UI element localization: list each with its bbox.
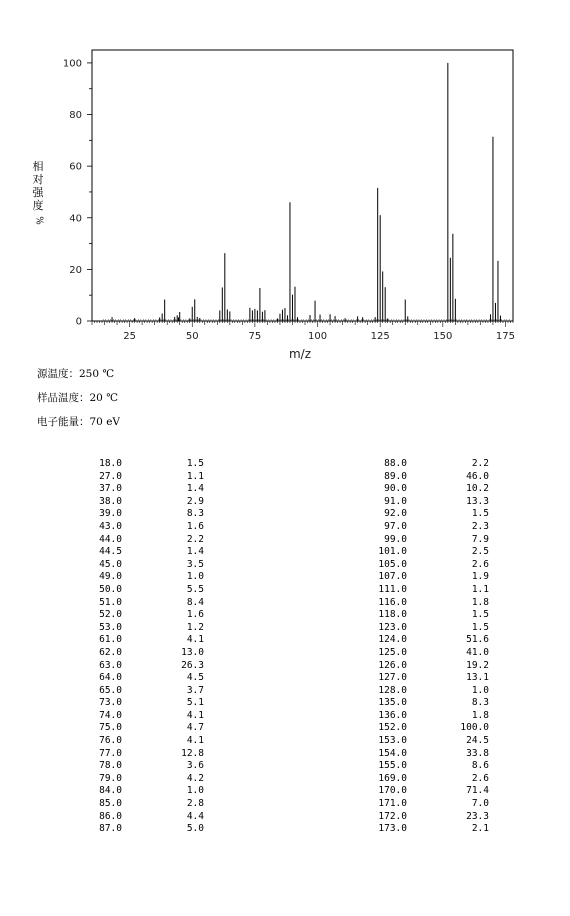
condition-line: 源温度：250 ℃ [37,368,115,380]
table-row [355,811,489,824]
intensity-value: 1.4 [186,483,204,495]
mz-value: 64.0 [99,672,122,684]
intensity-value: 2.6 [471,772,489,784]
mz-value: 79.0 [99,772,122,784]
table-row [70,496,204,509]
intensity-value: 4.1 [186,735,204,747]
table-row [70,584,204,597]
intensity-value: 2.2 [186,533,204,545]
mz-value: 101.0 [378,546,407,558]
table-row [70,546,204,559]
table-row [70,798,204,811]
mz-value: 91.0 [384,495,407,507]
table-row [70,811,204,824]
mz-value: 37.0 [99,483,122,495]
table-row [355,597,489,610]
mz-value: 111.0 [378,583,407,595]
mz-value: 85.0 [99,798,122,810]
table-row [70,609,204,622]
condition-line: 样品温度：20 ℃ [37,392,118,404]
intensity-value: 1.5 [471,508,489,520]
mz-value: 87.0 [99,823,122,835]
mz-value: 52.0 [99,609,122,621]
x-tick-label: 150 [433,331,453,342]
table-row [355,496,489,509]
mz-value: 171.0 [378,798,407,810]
table-row [355,760,489,773]
intensity-value: 100.0 [460,722,489,734]
mz-value: 118.0 [378,609,407,621]
mz-value: 84.0 [99,785,122,797]
intensity-value: 1.0 [186,785,204,797]
intensity-value: 2.2 [471,458,489,469]
intensity-value: 3.5 [186,558,204,570]
table-row [70,571,204,584]
mz-value: 43.0 [99,520,122,532]
mz-value: 50.0 [99,583,122,595]
intensity-value: 12.8 [181,747,204,759]
table-row [70,735,204,748]
table-row [70,559,204,572]
y-axis-unit: % [33,216,44,225]
intensity-value: 1.0 [186,571,204,583]
intensity-value: 1.9 [471,571,489,583]
table-row [70,748,204,761]
table-row [355,647,489,660]
table-row [355,823,489,836]
table-row [70,622,204,635]
x-tick-label: 50 [185,331,199,342]
mass-spectrum-chart [0,0,570,361]
intensity-value: 13.1 [466,672,489,684]
chart-axes [63,50,515,342]
mz-value: 125.0 [378,646,407,658]
y-axis-label-text [30,160,46,212]
mz-value: 86.0 [99,810,122,822]
table-row [70,483,204,496]
table-row [70,647,204,660]
x-tick-label: 175 [495,331,516,342]
plot-frame [92,50,513,321]
intensity-value: 41.0 [466,646,489,658]
intensity-value: 1.5 [471,609,489,621]
intensity-value: 1.1 [471,583,489,595]
table-row [70,508,204,521]
mz-value: 169.0 [378,772,407,784]
intensity-value: 4.2 [186,772,204,784]
intensity-value: 8.4 [186,596,204,608]
intensity-value: 1.8 [471,596,489,608]
intensity-value: 51.6 [466,634,489,646]
intensity-value: 2.8 [186,798,204,810]
mz-value: 107.0 [378,571,407,583]
intensity-value: 1.5 [471,621,489,633]
table-row [355,710,489,723]
condition-line: 电子能量：70 eV [37,416,120,428]
mz-value: 135.0 [378,697,407,709]
mz-value: 51.0 [99,596,122,608]
intensity-value: 8.6 [471,760,489,772]
y-axis-label-char: 对 [32,173,44,186]
table-row [355,458,489,471]
intensity-value: 1.6 [186,609,204,621]
intensity-value: 1.0 [471,684,489,696]
mz-value: 170.0 [378,785,407,797]
table-row [355,571,489,584]
table-row [70,458,204,471]
table-row [355,609,489,622]
table-row [70,672,204,685]
table-row [355,521,489,534]
mz-value: 27.0 [99,470,122,482]
mz-value: 63.0 [99,659,122,671]
intensity-value: 2.3 [471,520,489,532]
y-axis-label-char: 相 [32,160,44,173]
table-row [355,546,489,559]
mz-value: 173.0 [378,823,407,835]
table-row [355,508,489,521]
y-tick-label: 40 [69,213,82,225]
mz-value: 62.0 [99,646,122,658]
intensity-value: 46.0 [466,470,489,482]
table-row [355,471,489,484]
intensity-value: 1.2 [186,621,204,633]
mz-value: 73.0 [99,697,122,709]
mz-value: 18.0 [99,458,122,469]
mz-value: 45.0 [99,558,122,570]
table-row [355,685,489,698]
intensity-value: 4.7 [186,722,204,734]
mz-value: 78.0 [99,760,122,772]
intensity-value: 2.1 [471,823,489,835]
intensity-value: 13.3 [466,495,489,507]
table-row [70,773,204,786]
table-row [70,660,204,673]
table-row [70,722,204,735]
intensity-value: 8.3 [471,697,489,709]
peak-table-left [70,458,204,836]
intensity-value: 1.8 [471,709,489,721]
intensity-value: 1.4 [186,546,204,558]
intensity-value: 71.4 [466,785,489,797]
table-row [355,748,489,761]
x-tick-label: 25 [123,331,136,342]
table-row [70,634,204,647]
mz-value: 153.0 [378,735,407,747]
intensity-value: 7.0 [471,798,489,810]
intensity-value: 2.9 [186,495,204,507]
y-tick-label: 0 [75,316,82,328]
intensity-value: 5.1 [186,697,204,709]
intensity-value: 5.0 [186,823,204,835]
intensity-value: 3.7 [186,684,204,696]
table-row [355,785,489,798]
intensity-value: 5.5 [186,583,204,595]
mz-value: 90.0 [384,483,407,495]
table-row [355,660,489,673]
mz-value: 155.0 [378,760,407,772]
table-row [70,823,204,836]
mz-value: 77.0 [99,747,122,759]
intensity-value: 19.2 [466,659,489,671]
mz-value: 152.0 [378,722,407,734]
mz-value: 92.0 [384,508,407,520]
intensity-value: 4.5 [186,672,204,684]
mz-value: 76.0 [99,735,122,747]
intensity-value: 26.3 [181,659,204,671]
table-row [355,559,489,572]
y-axis-label [30,160,46,227]
mz-value: 88.0 [384,458,407,469]
mz-value: 126.0 [378,659,407,671]
mz-value: 65.0 [99,684,122,696]
mz-value: 127.0 [378,672,407,684]
intensity-value: 23.3 [466,810,489,822]
mz-value: 128.0 [378,684,407,696]
mz-value: 136.0 [378,709,407,721]
table-row [355,697,489,710]
mz-value: 38.0 [99,495,122,507]
intensity-value: 7.9 [471,533,489,545]
y-axis-label-char: 强 [32,186,44,199]
table-row [355,722,489,735]
intensity-value: 24.5 [466,735,489,747]
mz-value: 105.0 [378,558,407,570]
mz-value: 74.0 [99,709,122,721]
mz-value: 39.0 [99,508,122,520]
table-row [355,622,489,635]
intensity-value: 1.6 [186,520,204,532]
mz-value: 89.0 [384,470,407,482]
y-tick-label: 80 [69,110,82,122]
mz-value: 75.0 [99,722,122,734]
mz-value: 61.0 [99,634,122,646]
table-row [355,634,489,647]
x-tick-label: 125 [370,331,390,342]
y-tick-label: 20 [69,264,82,276]
table-row [355,672,489,685]
y-tick-label: 100 [62,58,82,70]
intensity-value: 1.1 [186,470,204,482]
y-tick-label: 60 [69,161,82,173]
x-axis-label: m/z [288,347,312,361]
table-row [355,483,489,496]
intensity-value: 13.0 [181,646,204,658]
table-row [70,685,204,698]
intensity-value: 2.5 [471,546,489,558]
table-row [70,785,204,798]
mz-value: 49.0 [99,571,122,583]
intensity-value: 4.1 [186,709,204,721]
mz-value: 172.0 [378,810,407,822]
table-row [355,735,489,748]
y-axis-label-char: 度 [32,199,44,212]
intensity-value: 2.6 [471,558,489,570]
table-row [70,471,204,484]
intensity-value: 33.8 [466,747,489,759]
mz-value: 53.0 [99,621,122,633]
table-row [70,760,204,773]
intensity-value: 10.2 [466,483,489,495]
peak-table-right [355,458,489,836]
mz-value: 116.0 [378,596,407,608]
table-row [70,534,204,547]
table-row [70,521,204,534]
table-row [70,710,204,723]
chart-bars [103,63,509,321]
mz-value: 44.0 [99,533,122,545]
mz-value: 44.5 [99,546,122,558]
intensity-value: 3.6 [186,760,204,772]
table-row [70,697,204,710]
table-row [355,534,489,547]
mz-value: 154.0 [378,747,407,759]
mz-value: 123.0 [378,621,407,633]
intensity-value: 1.5 [186,458,204,469]
x-tick-label: 75 [248,331,262,342]
intensity-value: 4.1 [186,634,204,646]
intensity-value: 4.4 [186,810,204,822]
table-row [70,597,204,610]
table-row [355,584,489,597]
table-row [355,773,489,786]
mz-value: 124.0 [378,634,407,646]
mz-value: 97.0 [384,520,407,532]
mz-value: 99.0 [384,533,407,545]
table-row [355,798,489,811]
x-tick-label: 100 [307,331,328,342]
intensity-value: 8.3 [186,508,204,520]
